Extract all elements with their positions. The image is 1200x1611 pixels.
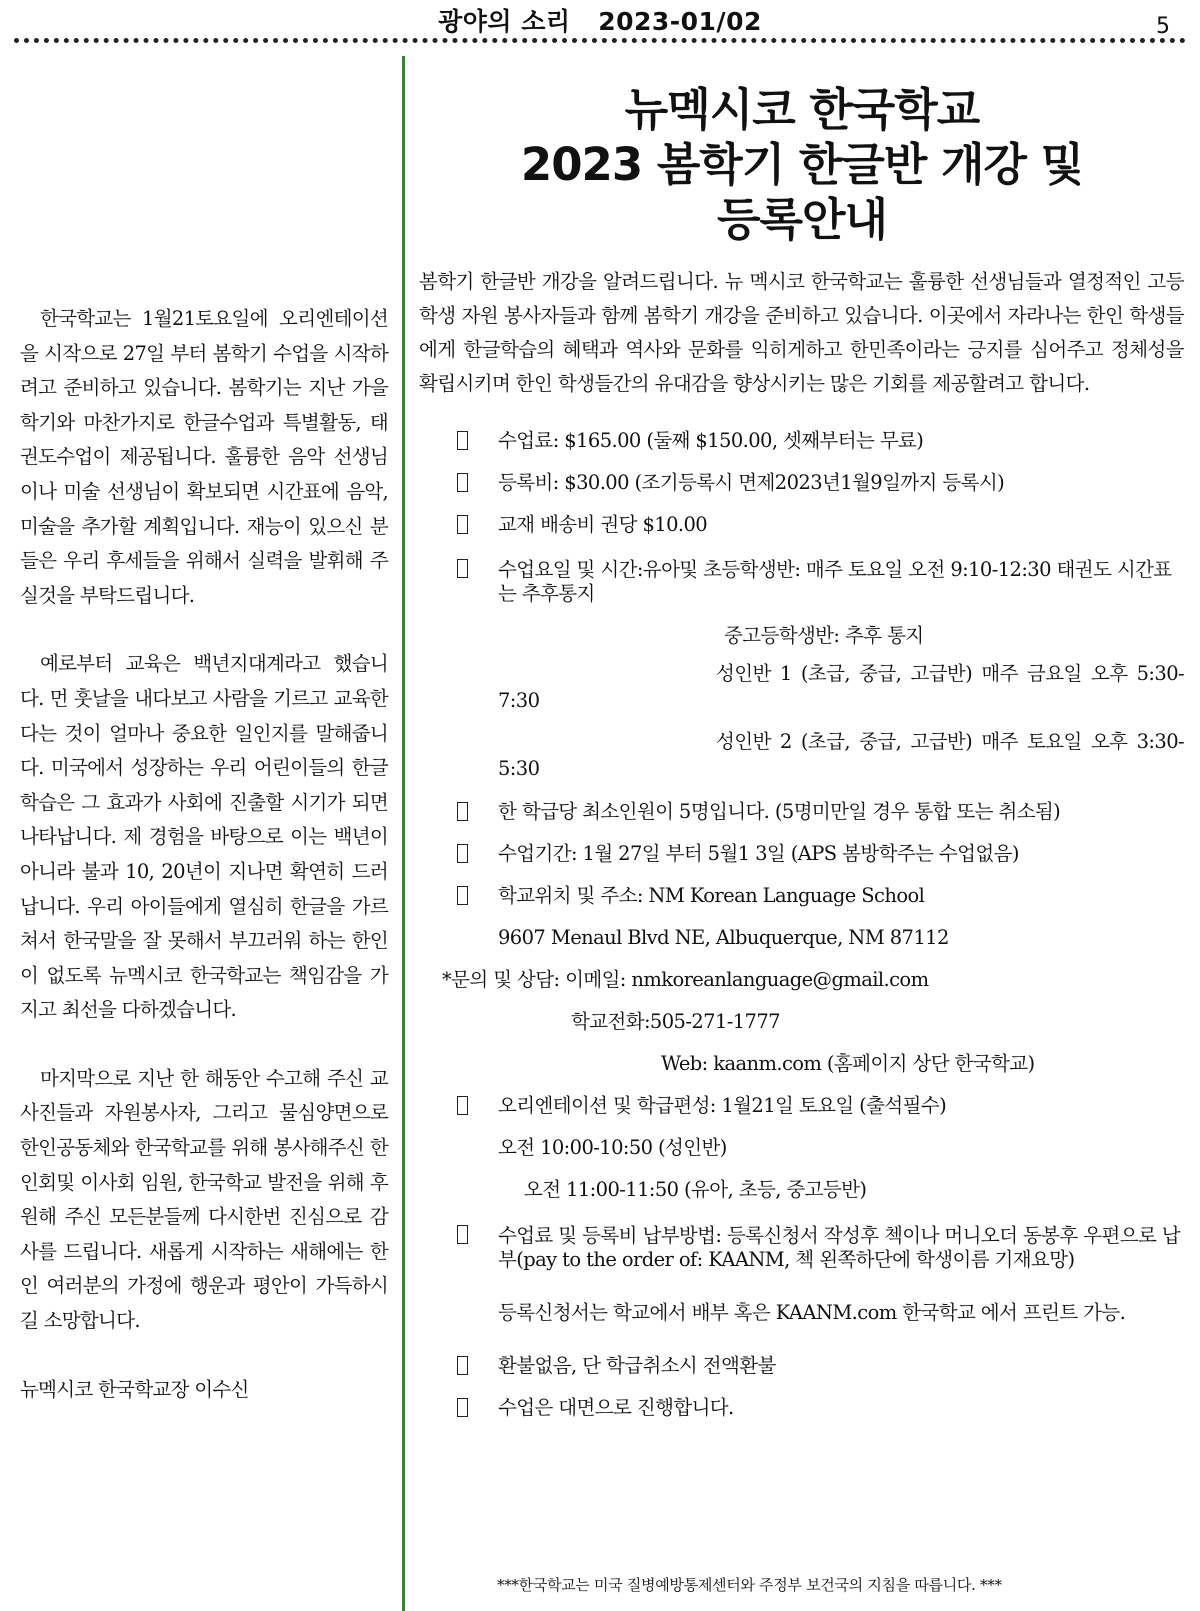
header-dotted-rule	[14, 38, 1186, 49]
period-text: 수업기간: 1월 27일 부터 5월1 3일 (APS 봄방학주는 수업없음)	[498, 842, 1019, 865]
fee-item	[419, 421, 1184, 461]
refund-item	[419, 1346, 1184, 1386]
location-item	[419, 876, 1184, 916]
orientation-item	[419, 1086, 1184, 1126]
textbook-text: 교재 배송비 권당 $10.00	[498, 513, 708, 536]
registration-text: 등록비: $30.00 (조기등록시 면제2023년1월9일까지 등록시)	[498, 471, 1005, 494]
checkbox-icon	[457, 802, 468, 821]
checkbox-icon	[457, 431, 468, 450]
in-person-item	[419, 1388, 1184, 1428]
intro-paragraph: 봄학기 한글반 개강을 알려드립니다. 뉴 멕시코 한국학교는 훌륭한 선생님들과 열정적인 고등학생 자원 봉사자들과 함께 봄학기 개강을 준비하고 있습니다. 이곳에서 자라나는 한인 학생들에게 한글학습의 혜택과 역사와 문화를 익히게하고 한민족이라는 긍지를 심어주고 정체성을 확립시키며 한인 학생들간의 유대감을 향상시키는 많은 기회를 제공할려고 합니다.	[419, 270, 1184, 395]
article-title	[412, 82, 1192, 247]
registration-form-note: 등록신청서는 학교에서 배부 혹은 KAANM.com 한국학교 에서 프린트 가능.	[498, 1301, 1126, 1324]
in-person-text: 수업은 대면으로 진행합니다.	[498, 1396, 734, 1419]
minimum-item	[419, 792, 1184, 832]
checkbox-icon	[457, 1356, 468, 1375]
title-line-1: 뉴멕시코 한국학교	[624, 83, 980, 136]
checkbox-icon	[457, 844, 468, 863]
refund-text: 환불없음, 단 학급취소시 전액환불	[498, 1354, 776, 1377]
orientation-text: 오리엔테이션 및 학급편성: 1월21일 토요일 (출석필수)	[498, 1094, 947, 1117]
page-number: 5	[1156, 14, 1170, 39]
registration-item	[419, 463, 1184, 503]
checkbox-icon	[457, 1398, 468, 1417]
checkbox-icon	[457, 515, 468, 534]
health-guideline-footnote: ***한국학교는 미국 질병예방통제센터와 주정부 보건국의 지침을 따릅니다. ***	[497, 1576, 1002, 1594]
schedule-text: 수업요일 및 시간:유아및 초등학생반: 매주 토요일 오전 9:10-12:30 태권도 시간표는 추후통지	[498, 558, 1172, 605]
column-divider	[402, 56, 405, 1611]
location-text: 학교위치 및 주소: NM Korean Language School	[498, 884, 925, 907]
title-line-3: 등록안내	[717, 193, 887, 246]
orientation-child: 오전 11:00-11:50 (유아, 초등, 중고등반)	[524, 1178, 867, 1201]
period-item	[419, 834, 1184, 874]
payment-item	[419, 1216, 1184, 1272]
newsletter-header: 광야의 소리 2023-01/02	[438, 7, 762, 36]
checkbox-icon	[457, 473, 468, 492]
website: Web: kaanm.com (홈페이지 상단 한국학교)	[661, 1052, 1035, 1075]
school-phone: 학교전화:505-271-1777	[571, 1010, 780, 1033]
checkbox-icon	[457, 1225, 468, 1244]
left-paragraph-3: 마지막으로 지난 한 해동안 수고해 주신 교사진들과 자원봉사자, 그리고 물심양면으로 한인공동체와 한국학교를 위해 봉사해주신 한인회및 이사회 임원, 한국학교 발전을 위해 후원해 주신 모든분들께 다시한번 진심으로 감사를 드립니다. 새롭게 시작하는 새해에는 한인 여러분의 가정에 행운과 평안이 가득하시길 소망합니다.	[20, 1066, 388, 1333]
contact-email: *문의 및 상담: 이메일: nmkoreanlanguage@gmail.com	[442, 968, 929, 991]
orientation-adult: 오전 10:00-10:50 (성인반)	[498, 1136, 727, 1159]
checkbox-icon	[457, 1096, 468, 1115]
principal-signature: 뉴멕시코 한국학교장 이수신	[20, 1377, 249, 1401]
left-column	[20, 302, 388, 1441]
fee-text: 수업료: $165.00 (둘째 $150.00, 셋째부터는 무료)	[498, 429, 924, 452]
minimum-text: 한 학급당 최소인원이 5명입니다. (5명미만일 경우 통합 또는 취소됨)	[498, 800, 1061, 823]
secondary-schedule: 중고등학생반: 추후 통지	[724, 624, 924, 647]
adult-class-1: 성인반 1 (초급, 중급, 고급반) 매주 금요일 오후 5:30-7:30	[498, 662, 1184, 712]
checkbox-icon	[457, 559, 468, 578]
payment-text: 수업료 및 등록비 납부방법: 등록신청서 작성후 첵이나 머니오더 동봉후 우편으로 납부(pay to the order of: KAANM, 첵 왼쪽하단에 학생이름 기재요망)	[498, 1224, 1181, 1271]
adult-class-2: 성인반 2 (초급, 중급, 고급반) 매주 토요일 오후 3:30-5:30	[498, 730, 1184, 780]
title-line-2: 2023 봄학기 한글반 개강 및	[520, 138, 1084, 191]
schedule-item	[419, 550, 1184, 606]
right-column	[419, 265, 1184, 1428]
left-paragraph-1: 한국학교는 1월21토요일에 오리엔테이션을 시작으로 27일 부터 봄학기 수업을 시작하려고 준비하고 있습니다. 봄학기는 지난 가을학기와 마찬가지로 한글수업과 특별활동, 태권도수업이 제공됩니다. 훌륭한 음악 선생님이나 미술 선생님이 확보되면 시간표에 음악, 미술을 추가할 계획입니다. 재능이 있으신 분들은 우리 후세들을 위해서 실력을 발휘해 주실것을 부탁드립니다.	[20, 307, 388, 607]
textbook-item	[419, 505, 1184, 545]
checkbox-icon	[457, 886, 468, 905]
school-address: 9607 Menaul Blvd NE, Albuquerque, NM 87112	[498, 926, 949, 949]
left-paragraph-2: 예로부터 교육은 백년지대계라고 했습니다. 먼 훗날을 내다보고 사람을 기르고 교육한다는 것이 얼마나 중요한 일인지를 말해줍니다. 미국에서 성장하는 우리 어린이들의 한글 학습은 그 효과가 사회에 진출할 시기가 되면 나타납니다. 제 경험을 바탕으로 이는 백년이 아니라 불과 10, 20년이 지나면 확연히 드러납니다. 우리 아이들에게 열심히 한글을 가르쳐서 한국말을 잘 못해서 부끄러워 하는 한인이 없도록 뉴멕시코 한국학교는 책임감을 가지고 최선을 다하겠습니다.	[20, 652, 388, 1022]
